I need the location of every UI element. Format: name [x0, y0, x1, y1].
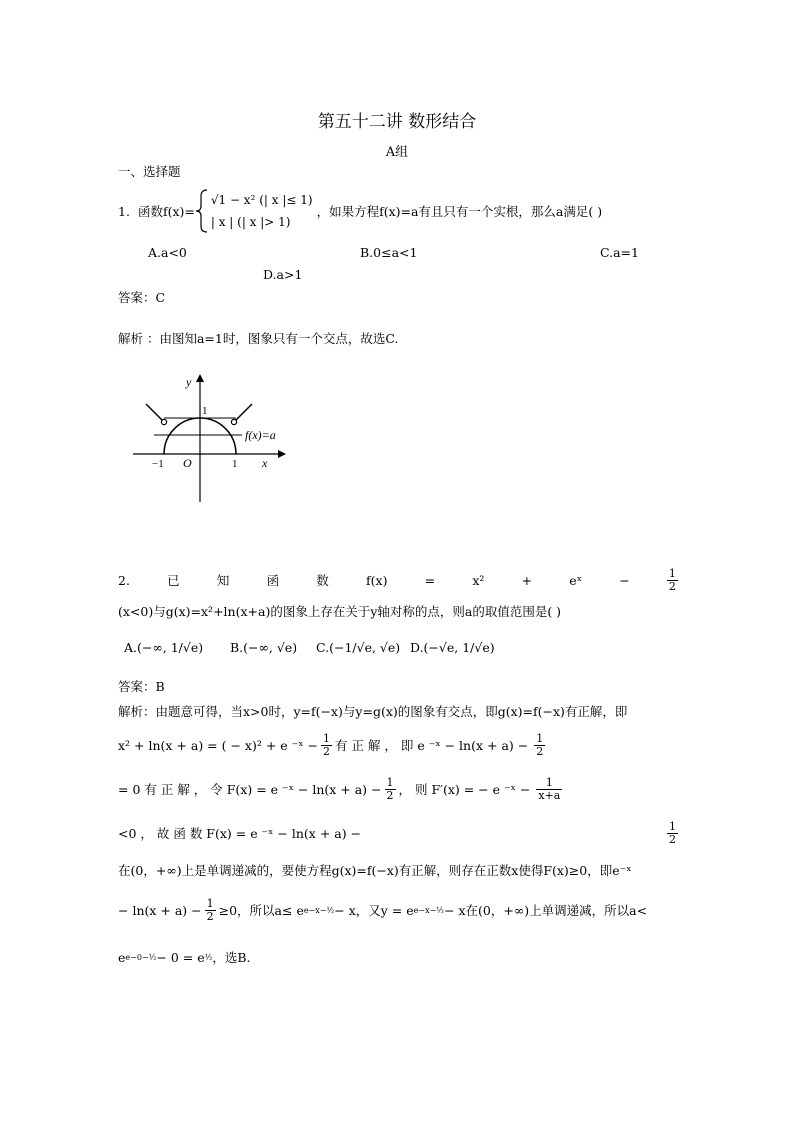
- q2-option-a: A.(−∞, 1/√e): [124, 640, 204, 655]
- q1-option-b: B.0≤a<1: [360, 245, 418, 260]
- q2-l4-half: $\frac{1}{2}$: [669, 820, 676, 846]
- graph-one-right: 1: [232, 458, 238, 470]
- q2-l7-exp2: ½: [204, 952, 213, 962]
- q2-t8: +: [521, 572, 533, 588]
- q1-case1: √1 − x² (| x |≤ 1): [210, 193, 313, 207]
- q2-l3-frac: $\frac{1}{x+a}$: [538, 776, 561, 802]
- q2-l6-exp1: e−x−½: [303, 905, 335, 915]
- q2-analysis-line2: [118, 733, 545, 757]
- q2-t0: 2.: [118, 572, 130, 588]
- q1-num: 1.: [118, 203, 130, 219]
- q2-l7e: ，选B.: [212, 950, 251, 965]
- q2-l7a: e: [118, 949, 126, 965]
- q2-analysis-line3: [118, 777, 562, 801]
- q2-l3a: = 0 有 正 解 ， 令 F(x) = e ⁻ˣ − ln(x + a) −: [118, 782, 382, 798]
- q2-l2a: x² + ln(x + a) = ( − x)² + e ⁻ˣ −: [118, 737, 318, 753]
- q2-analysis-line1: 解析：由题意可得，当x>0时，y=f(−x)与y=g(x)的图象有交点，即g(x)=f(−x)有正解，即: [118, 704, 628, 719]
- q2-analysis-line4: [118, 821, 678, 845]
- q1-answer: 答案：C: [118, 290, 166, 305]
- q2-option-c: C.(−1/√e, √e): [316, 640, 401, 655]
- q2-l6-half: $\frac{1}{2}$: [206, 897, 214, 923]
- q2-t7: x²: [472, 572, 485, 588]
- q2-t6: =: [424, 572, 436, 588]
- q2-l7c: − 0 = e: [156, 949, 205, 965]
- q2-l2-half: $\frac{1}{2}$: [323, 732, 330, 758]
- q2-t3: 函: [266, 573, 280, 589]
- q2-line2: (x<0)与g(x)=x²+ln(x+a)的图象上存在关于y轴对称的点，则a的取值范围是( ): [118, 604, 562, 619]
- graph-origin: O: [183, 456, 192, 470]
- q2-option-b: B.(−∞, √e): [230, 640, 298, 655]
- q2-l3-half: $\frac{1}{2}$: [386, 776, 394, 802]
- graph-x-label: x: [262, 456, 268, 470]
- q2-analysis-line6: [118, 898, 647, 922]
- q2-l6a: − ln(x + a) −: [118, 902, 202, 918]
- q2-t1: 已: [167, 573, 180, 589]
- graph-one-top: 1: [202, 405, 208, 417]
- q2-l2-half2: $\frac{1}{2}$: [536, 732, 544, 758]
- q2-l6b: ≥0，所以a≤ e: [218, 903, 304, 919]
- q2-option-d: D.(−√e, 1/√e): [410, 640, 495, 655]
- section-heading: 一、选择题: [118, 164, 181, 179]
- q2-analysis-line7: [118, 948, 251, 966]
- q2-t2: 知: [216, 573, 230, 589]
- graph-fx-label: f(x)=a: [245, 428, 276, 442]
- q1-graph: [128, 372, 288, 507]
- q2-t5: f(x): [366, 572, 388, 588]
- brace-icon: [195, 188, 209, 234]
- q2-half: $\frac{1}{2}$: [668, 567, 676, 593]
- q1-option-a: A.a<0: [148, 245, 187, 260]
- q2-l6e: − x在(0，+∞)上单调递减，所以a<: [444, 903, 648, 919]
- q2-l6-exp2: e−x−½: [413, 905, 445, 915]
- q2-t4: 数: [316, 573, 329, 589]
- group-label: A组: [385, 145, 409, 160]
- q1-option-c: C.a=1: [600, 245, 639, 260]
- graph-neg-one: −1: [152, 458, 164, 470]
- q2-l7-exp: e−0−½: [125, 952, 157, 962]
- q1-option-d: D.a>1: [263, 267, 303, 282]
- q1-case2: | x | (| x |> 1): [210, 215, 291, 229]
- q2-l3b: ， 则 F′(x) = − e ⁻ˣ −: [398, 782, 531, 798]
- page-title: 第五十二讲 数形结合: [317, 112, 477, 132]
- graph-y-label: y: [186, 375, 192, 389]
- q2-l4: <0 ， 故 函 数 F(x) = e ⁻ˣ − ln(x + a) −: [118, 826, 362, 842]
- q1-analysis: 解析 ：由图知a=1时，图象只有一个交点，故选C.: [118, 331, 399, 346]
- q2-line1: [118, 568, 678, 592]
- q1-prefix: 函数f(x)=: [137, 204, 195, 219]
- q2-l2b: 有 正 解 ， 即 e ⁻ˣ − ln(x + a) −: [335, 738, 529, 754]
- q2-t10: −: [619, 572, 630, 588]
- q2-l6d: − x，又y = e: [334, 903, 414, 919]
- q1-question: ，如果方程f(x)=a有且只有一个实根，那么a满足( ): [316, 204, 603, 219]
- q2-t9: eˣ: [569, 572, 582, 588]
- q2-analysis-line5: 在(0，+∞)上是单调递减的，要使方程g(x)=f(−x)有正解，则存在正数x使得F(x)≥0，即e⁻ˣ: [118, 863, 632, 878]
- q2-answer: 答案：B: [118, 679, 165, 694]
- q1-stem: [118, 188, 602, 234]
